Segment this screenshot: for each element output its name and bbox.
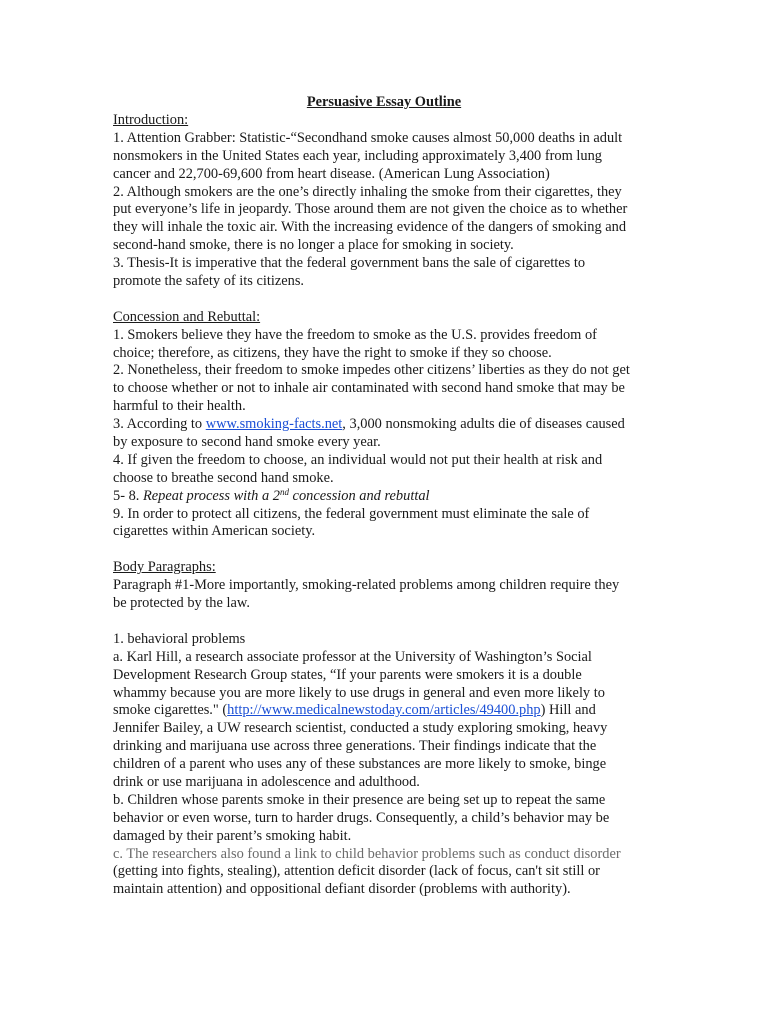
blank-line [113, 613, 658, 631]
page-title: Persuasive Essay Outline [306, 94, 462, 110]
text-line: Development Research Group states, “If your parents were smokers it is a double [113, 666, 582, 683]
text-line: Jennifer Bailey, a UW research scientist, conducted a study exploring smoking, heavy [113, 720, 608, 737]
text-line: 2. Nonetheless, their freedom to smoke impedes other citizens’ liberties as they do not get [113, 362, 630, 379]
text-fragment: , 3,000 nonsmoking adults die of diseases caused [342, 416, 625, 433]
introduction-section [113, 130, 658, 291]
section-heading-introduction: Introduction: [113, 112, 189, 128]
medicalnewstoday-link[interactable]: http://www.medicalnewstoday.com/articles/49400.php [227, 702, 541, 719]
body-section [113, 577, 658, 899]
text-line: put everyone’s life in jeopardy. Those around them are not given the choice as to whether [113, 201, 628, 218]
italic-fragment: Repeat process with a 2 [142, 487, 280, 504]
italic-fragment: concession and rebuttal [288, 487, 430, 504]
text-fragment: 5- 8. [113, 487, 143, 504]
text-line: children of a parent who uses any of these substances are more likely to smoke, binge [113, 756, 607, 773]
text-line: drink or use marijuana in adolescence and adulthood. [113, 773, 420, 790]
text-line-with-link [113, 416, 658, 434]
text-line: 3. Thesis-It is imperative that the federal government bans the sale of cigarettes to [113, 255, 586, 272]
text-line: promote the safety of its citizens. [113, 273, 305, 290]
text-line: 4. If given the freedom to choose, an individual would not put their health at risk and [113, 451, 603, 468]
text-line: to choose whether or not to inhale air contaminated with second hand smoke that may be [113, 380, 625, 397]
text-line: by exposure to second hand smoke every year. [113, 434, 381, 451]
text-line: (getting into fights, stealing), attention deficit disorder (lack of focus, can't sit still or [113, 863, 600, 880]
text-line: drinking and marijuana use across three generations. Their findings indicate that the [113, 738, 597, 755]
text-line: 1. Smokers believe they have the freedom to smoke as the U.S. provides freedom of [113, 326, 597, 343]
text-line: second-hand smoke, there is no longer a place for smoking in society. [113, 237, 514, 254]
text-line: damaged by their parent’s smoking habit. [113, 827, 352, 844]
text-line: a. Karl Hill, a research associate professor at the University of Washington’s Social [113, 648, 592, 665]
text-line: 9. In order to protect all citizens, the federal government must eliminate the sale of [113, 505, 590, 522]
text-line: they will inhale the toxic air. With the increasing evidence of the dangers of smoking and [113, 219, 627, 236]
blank-line [113, 291, 658, 309]
text-fragment: smoke cigarettes." ( [113, 702, 228, 719]
text-line: cancer and 22,700-69,600 from heart disease. (American Lung Association) [113, 165, 550, 182]
superscript: nd [279, 486, 289, 497]
text-line: whammy because you are more likely to use drugs in general and even more likely to [113, 684, 605, 701]
text-line: Paragraph #1-More importantly, smoking-related problems among children require they [113, 577, 620, 594]
text-line: maintain attention) and oppositional defiant disorder (problems with authority). [113, 881, 571, 898]
text-line: choose to breathe second hand smoke. [113, 469, 334, 486]
text-line: b. Children whose parents smoke in their presence are being set up to repeat the same [113, 791, 606, 808]
text-fragment: ) Hill and [540, 702, 596, 719]
text-line: behavior or even worse, turn to harder drugs. Consequently, a child’s behavior may be [113, 809, 610, 826]
document-body [113, 112, 658, 899]
text-line: 2. Although smokers are the one’s directly inhaling the smoke from their cigarettes, they [113, 183, 622, 200]
section-heading-body: Body Paragraphs: [113, 559, 216, 576]
text-fragment: 3. According to [113, 416, 206, 433]
text-line: be protected by the law. [113, 595, 250, 612]
subheading-behavioral: 1. behavioral problems [113, 630, 246, 647]
text-line: cigarettes within American society. [113, 523, 316, 540]
text-line: nonsmokers in the United States each year, including approximately 3,400 from lung [113, 147, 602, 164]
repeat-process-line [113, 488, 658, 506]
text-line: choice; therefore, as citizens, they have the right to smoke if they so choose. [113, 344, 552, 361]
blank-line [113, 541, 658, 559]
smoking-facts-link[interactable]: www.smoking-facts.net [205, 416, 343, 433]
text-line: harmful to their health. [113, 398, 246, 415]
section-heading-concession: Concession and Rebuttal: [113, 308, 261, 325]
text-line: c. The researchers also found a link to child behavior problems such as conduct disorder [113, 845, 621, 862]
concession-section [113, 327, 658, 542]
text-line-with-link [113, 702, 658, 720]
text-line: 1. Attention Grabber: Statistic-“Secondhand smoke causes almost 50,000 deaths in adult [113, 129, 623, 146]
